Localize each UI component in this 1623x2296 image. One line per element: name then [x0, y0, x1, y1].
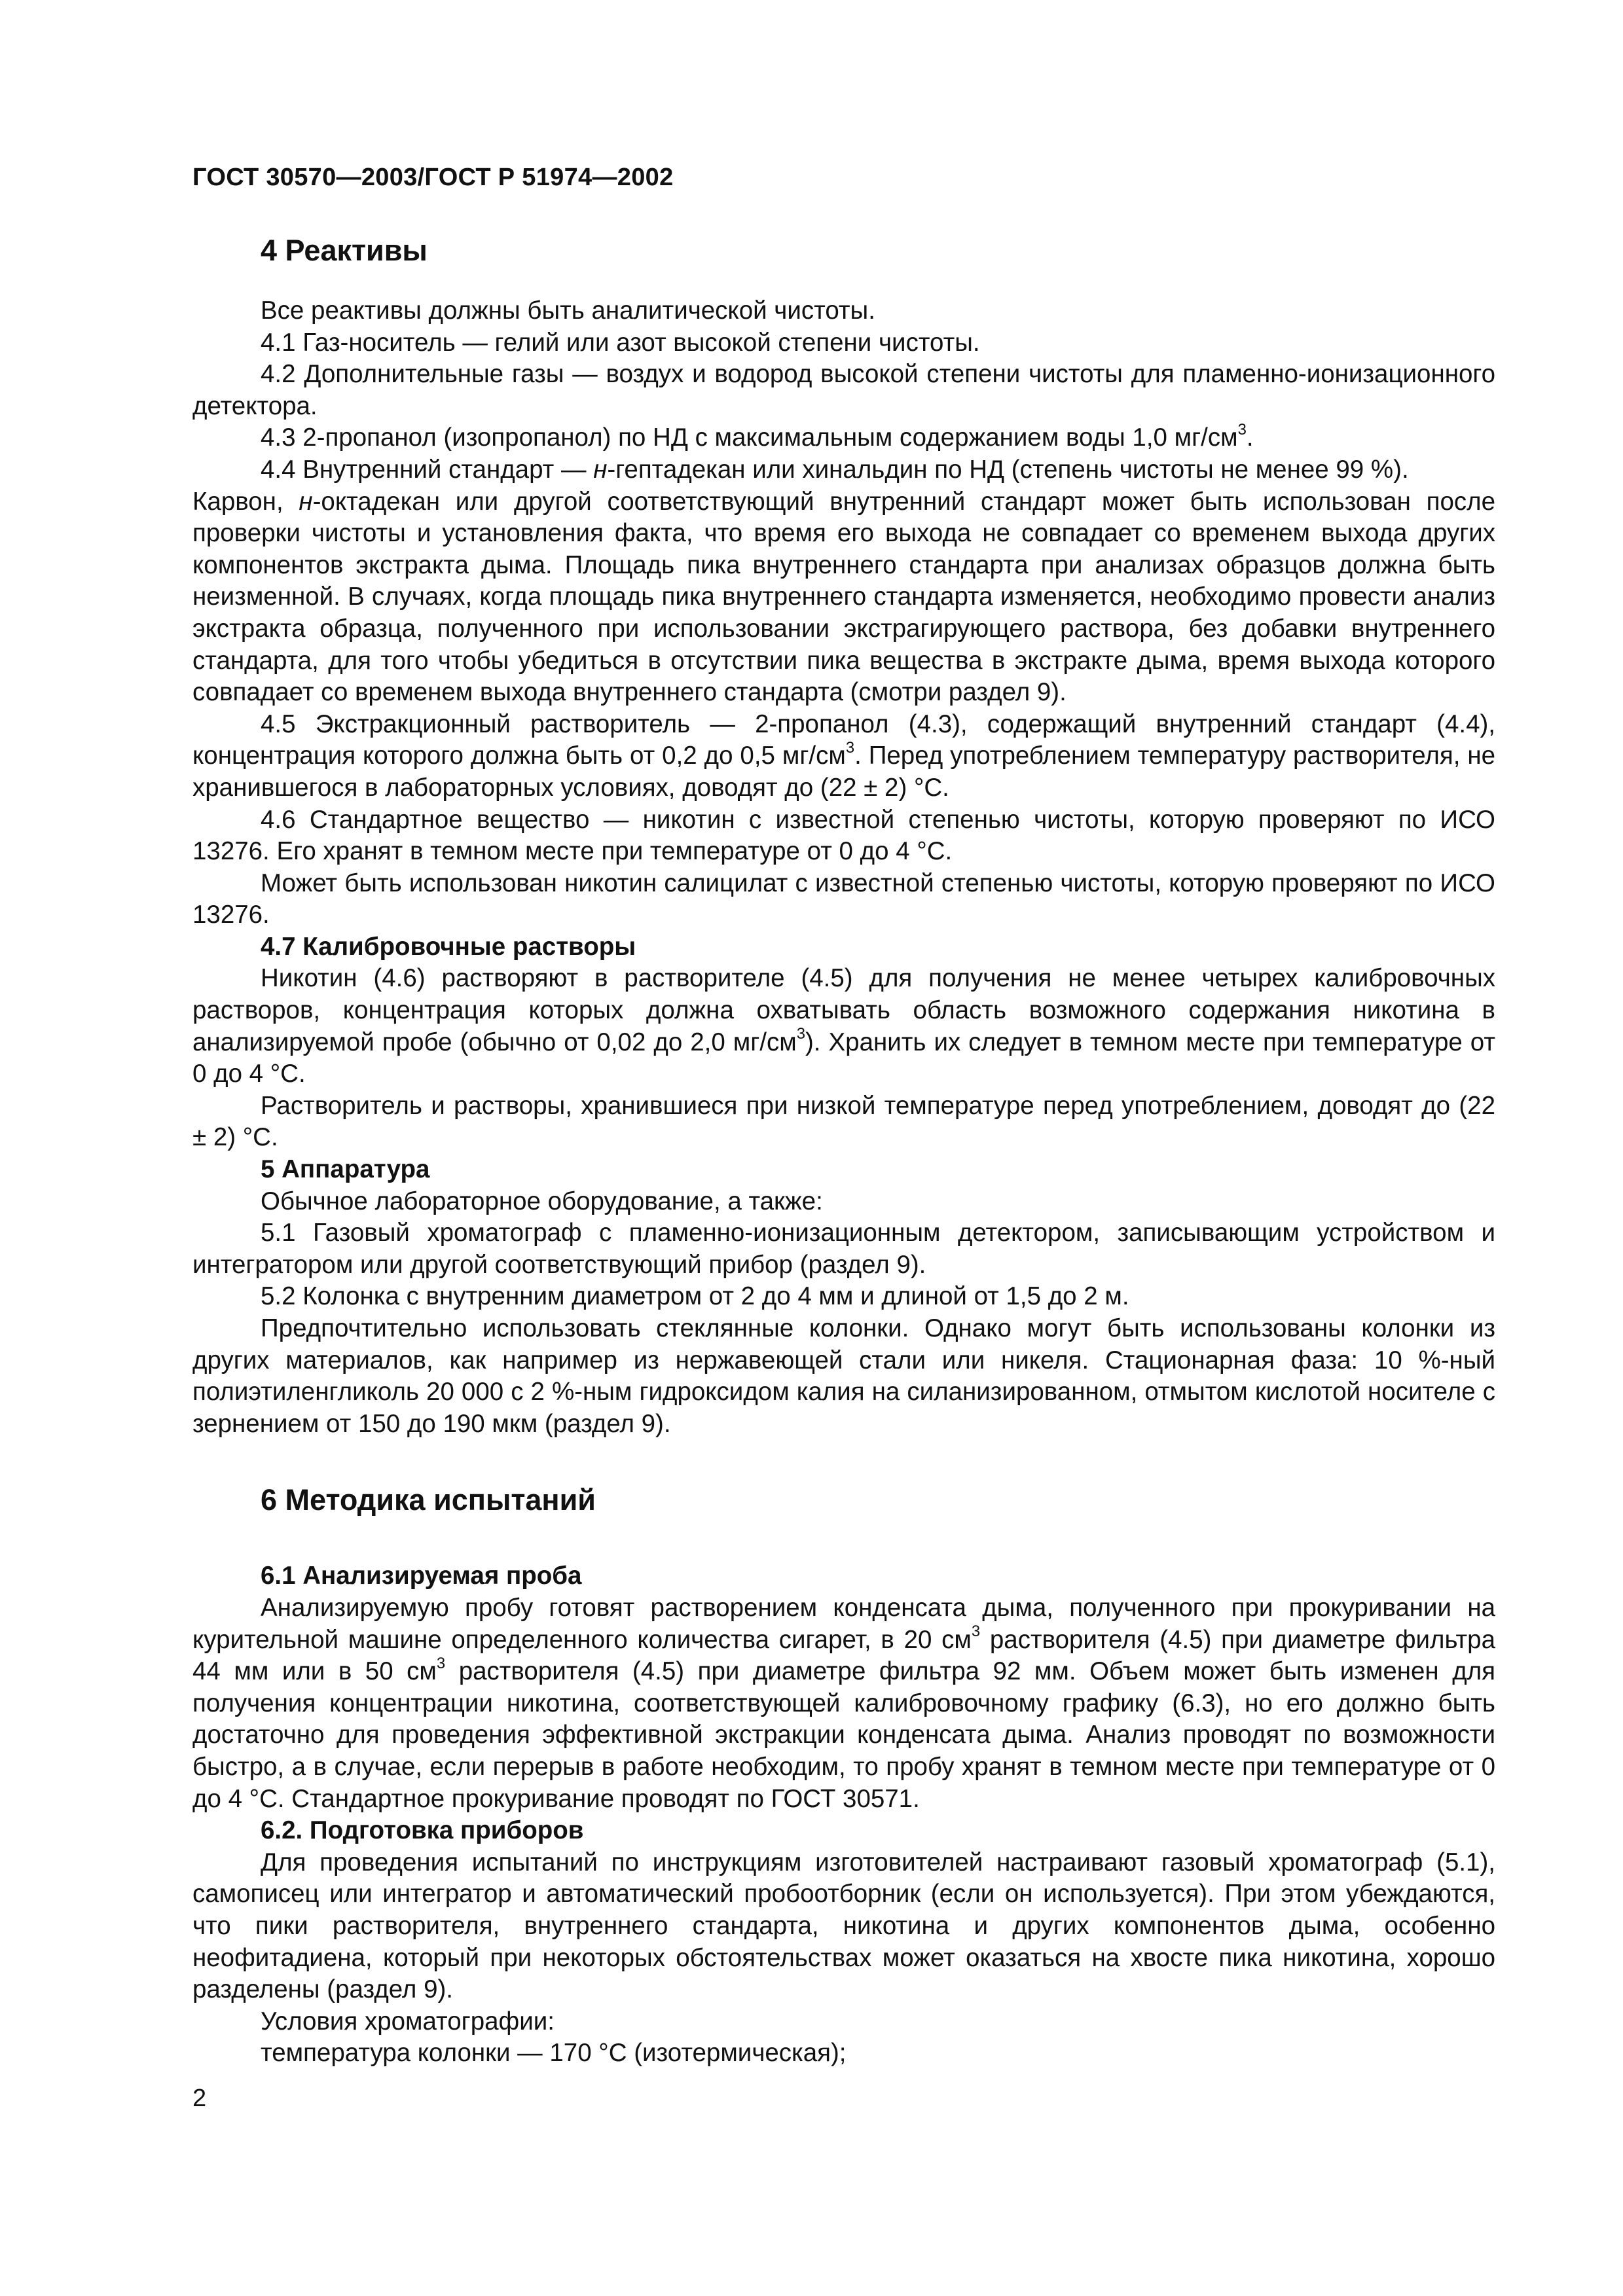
paragraph-4-4: 4.4 Внутренний стандарт — н-гептадекан или хинальдин по НД (степень чистоты не менее 99 %). [261, 455, 1409, 484]
section-5-heading: 5 Аппаратура [261, 1155, 430, 1184]
paragraph-4-7-cont: Растворитель и растворы, хранившиеся при низкой температуре перед употреблением, доводят до (22 ± 2) °С. [192, 1091, 1495, 1152]
page-number: 2 [192, 2085, 207, 2112]
paragraph-4-6: 4.6 Стандартное вещество — никотин с известной степенью чистоты, которую проверяют по ИСО 13276. Его хранят в темном месте при температуре от 0 до 4 °С. [192, 805, 1495, 866]
paragraph-4-5: 4.5 Экстракционный растворитель — 2-пропанол (4.3), содержащий внутренний стандарт (4.4), концентрация которого должна быть от 0,2 до 0,5 $мг/см^3$. Перед употреблением температуру растворителя, не хранившегося в лабораторных условиях, доводят до (22 ± 2) °С. [192, 709, 1495, 802]
section-6-heading: 6 Методика испытаний [261, 1483, 596, 1517]
paragraph-5-2-cont: Предпочтительно использовать стеклянные колонки. Однако могут быть использованы колонки из других материалов, как например из нержавеющей стали или никеля. Стационарная фаза: 10 %-ный полиэтиленгликоль 20 000 с 2 %-ным гидроксидом калия на силанизированном, отмытом кислотой носителе с зернением от 150 до 190 мкм (раздел 9). [192, 1314, 1495, 1438]
paragraph-4-6-cont: Может быть использован никотин салицилат с известной степенью чистоты, которую проверяют по ИСО 13276. [192, 869, 1495, 929]
paragraph-6-2: Для проведения испытаний по инструкциям изготовителей настраивают газовый хроматограф (5.1), самописец или интегратор и автоматический пробоотборник (если он используется). При этом убеждаются, что пики растворителя, внутреннего стандарта, никотина и других компонентов дыма, особенно неофитадиена, который при некоторых обстоятельствах может оказаться на хвосте пика никотина, хорошо разделены (раздел 9). [192, 1848, 1495, 2004]
paragraph-4-4-cont: Карвон, н-октадекан или другой соответствующий внутренний стандарт может быть использован после проверки чистоты и установления факта, что время его выхода не совпадает со временем выхода других компонентов экстракта дыма. Площадь пика внутреннего стандарта при анализах образцов должна быть неизменной. В случаях, когда площадь пика внутреннего стандарта изменяется, необходимо провести анализ экстракта образца, полученного при использовании экстрагирующего раствора, без добавки внутреннего стандарта, для того чтобы убедиться в отсутствии пика вещества в экстракте дыма, время выхода которого совпадает со временем выхода внутреннего стандарта (смотри раздел 9). [192, 487, 1495, 707]
paragraph-5-intro: Обычное лабораторное оборудование, а также: [261, 1187, 823, 1215]
paragraph-4-7: Никотин (4.6) растворяют в растворителе (4.5) для получения не менее четырех калибровочных растворов, концентрация которых должна охватывать область возможного содержания никотина в анализируемой пробе (обычно от 0,02 до 2,0 $мг/см^3$). Хранить их следует в темном месте при температуре от 0 до 4 °С. [192, 964, 1496, 1088]
paragraph-6-2-conditions: Условия хроматографии: [261, 2007, 555, 2036]
paragraph-4-3: 4.3 2-пропанол (изопропанол) по НД с максимальным содержанием воды 1,0 $мг/см^3$. [261, 420, 1254, 452]
paragraph-4-2: 4.2 Дополнительные газы — воздух и водород высокой степени чистоты для пламенно-ионизационного детектора. [192, 360, 1495, 420]
section-4-heading: 4 Реактивы [261, 234, 428, 267]
paragraph-5-2: 5.2 Колонка с внутренним диаметром от 2 до 4 мм и длиной от 1,5 до 2 м. [261, 1282, 1129, 1311]
subsection-6-2-heading: 6.2. Подготовка приборов [261, 1816, 584, 1845]
subsection-6-1-heading: 6.1 Анализируемая проба [261, 1562, 582, 1590]
paragraph-6-2-column-temp: температура колонки — 170 °С (изотермическая); [261, 2039, 847, 2068]
paragraph-4-intro: Все реактивы должны быть аналитической чистоты. [261, 296, 875, 325]
paragraph-4-1: 4.1 Газ-носитель — гелий или азот высокой степени чистоты. [261, 328, 980, 357]
document-body [192, 232, 1495, 2070]
paragraph-5-1: 5.1 Газовый хроматограф с пламенно-ионизационным детектором, записывающим устройством и интегратором или другой соответствующий прибор (раздел 9). [192, 1219, 1495, 1279]
subsection-4-7-heading: 4.7 Калибровочные растворы [261, 932, 636, 961]
paragraph-6-1: Анализируемую пробу готовят растворением конденсата дыма, полученного при прокуривании на курительной машине определенного количества сигарет, в 20 $см^3$ растворителя (4.5) при диаметре фильтра 44 мм или в 50 $см^3$ растворителя (4.5) при диаметре фильтра 92 мм. Объем может быть изменен для получения концентрации никотина, соответствующей калибровочному графику (6.3), но его должно быть достаточно для проведения эффективной экстракции конденсата дыма. Анализ проводят по возможности быстро, а в случае, если перерыв в работе необходим, то пробу хранят в темном месте при температуре от 0 до 4 °С. Стандартное прокуривание проводят по ГОСТ 30571. [192, 1593, 1496, 1813]
document-header: ГОСТ 30570—2003/ГОСТ Р 51974—2002 [192, 164, 674, 191]
